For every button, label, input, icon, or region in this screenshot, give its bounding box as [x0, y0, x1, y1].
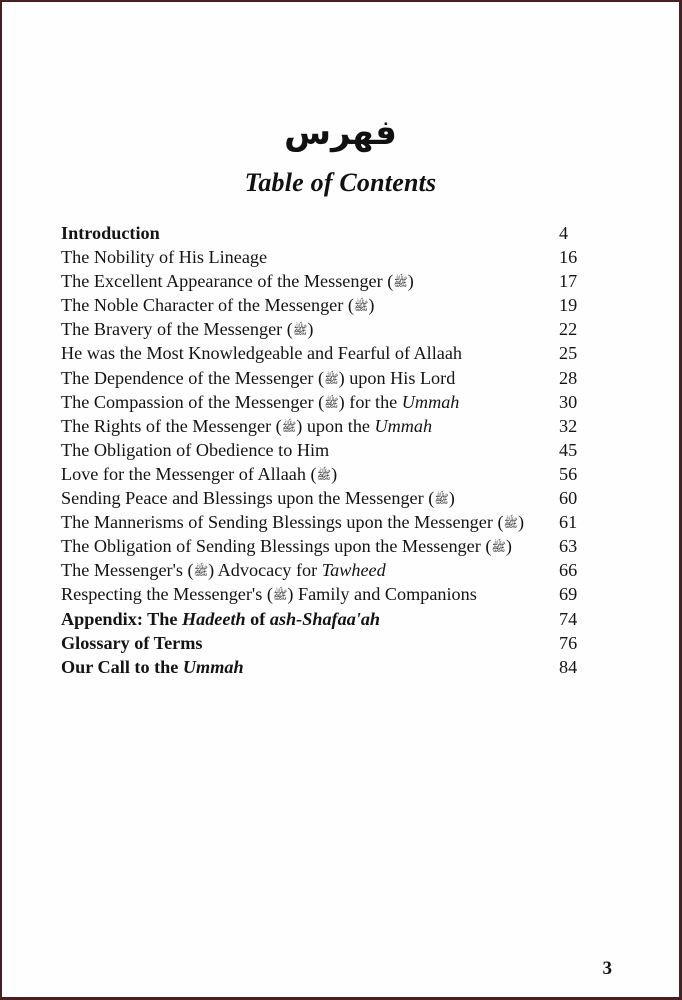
italic-term: ash-Shafaa'ah — [269, 608, 381, 629]
page-title: Table of Contents — [244, 168, 437, 197]
italic-term: Tawheed — [321, 560, 386, 581]
toc-entry-title — [61, 607, 559, 631]
salutation-icon: ﷺ — [393, 275, 408, 290]
toc-entry — [61, 414, 591, 438]
toc-page-number: 19 — [559, 295, 578, 316]
toc-entry-title — [61, 582, 559, 606]
toc-page-number: 60 — [559, 488, 578, 509]
toc-page-number: 56 — [559, 463, 578, 484]
title-text: Appendix: The — [61, 608, 182, 629]
table-of-contents — [61, 221, 591, 679]
italic-term: Ummah — [401, 391, 460, 412]
title-text: ) — [505, 536, 512, 557]
salutation-icon: ﷺ — [353, 299, 369, 314]
title-text: The Nobility of His Lineage — [61, 247, 268, 268]
toc-page-number: 16 — [559, 247, 578, 268]
salutation-icon: ﷺ — [316, 467, 332, 482]
title-text: ) — [331, 463, 338, 484]
title-text: Sending Peace and Blessings upon the Messenger ( — [61, 488, 435, 509]
toc-entry — [61, 438, 591, 462]
toc-entry-title — [61, 341, 559, 365]
title-text: ) Family and Companions — [287, 584, 477, 605]
title-text: Our Call to the — [61, 656, 183, 677]
toc-page-number: 32 — [559, 415, 578, 436]
toc-page-number: 25 — [559, 343, 578, 364]
title-text: ) — [368, 295, 375, 316]
toc-entry-title — [61, 317, 559, 341]
toc-entry-title — [61, 558, 559, 582]
toc-entry — [61, 631, 591, 655]
toc-entry-title — [61, 438, 559, 462]
title-text: The Mannerisms of Sending Blessings upon the Messenger ( — [61, 512, 504, 533]
title-text: ) for the — [338, 391, 402, 412]
toc-entry — [61, 607, 591, 631]
salutation-icon: ﷺ — [503, 516, 519, 531]
title-text: He was the Most Knowledgeable and Fearful of Allaah — [61, 343, 463, 364]
toc-entry — [61, 245, 591, 269]
toc-entry-title — [61, 414, 559, 438]
title-text: ) upon His Lord — [338, 367, 456, 388]
toc-page-number: 17 — [559, 271, 578, 292]
toc-page-number: 66 — [559, 560, 578, 581]
toc-entry-title — [61, 462, 559, 486]
toc-entry-title — [61, 221, 559, 245]
toc-page-number: 63 — [559, 536, 578, 557]
title-text: ) upon the — [296, 415, 375, 436]
page-number: 3 — [602, 958, 612, 979]
toc-entry — [61, 462, 591, 486]
title-text: The Compassion of the Messenger ( — [61, 391, 325, 412]
toc-entry-title — [61, 655, 559, 679]
toc-entry-title — [61, 534, 559, 558]
salutation-icon: ﷺ — [491, 540, 506, 555]
toc-entry-title — [61, 390, 559, 414]
title-text: The Noble Character of the Messenger ( — [61, 295, 354, 316]
title-text: The Messenger's ( — [61, 560, 194, 581]
title-text: ) — [448, 488, 455, 509]
toc-page-number: 22 — [559, 319, 578, 340]
toc-entry-title — [61, 245, 559, 269]
title-text: The Excellent Appearance of the Messenger ( — [61, 271, 394, 292]
salutation-icon: ﷺ — [324, 371, 339, 386]
toc-entry — [61, 582, 591, 606]
toc-page-number: 61 — [559, 512, 578, 533]
toc-page-number: 76 — [559, 632, 578, 653]
toc-entry-title — [61, 293, 559, 317]
toc-page-number: 4 — [559, 223, 569, 243]
toc-page-number: 28 — [559, 367, 578, 388]
toc-entry — [61, 390, 591, 414]
toc-entry-title — [61, 631, 559, 655]
title-text: Introduction — [61, 223, 160, 243]
title-text: Love for the Messenger of Allaah ( — [61, 463, 317, 484]
toc-entry — [61, 293, 591, 317]
toc-entry — [61, 558, 591, 582]
toc-entry — [61, 486, 591, 510]
toc-page-number: 69 — [559, 584, 578, 605]
title-text: ) Advocacy for — [208, 560, 322, 581]
toc-entry-title — [61, 510, 559, 534]
toc-entry — [61, 655, 591, 679]
title-text: The Rights of the Messenger ( — [61, 415, 282, 436]
toc-entry — [61, 366, 591, 390]
toc-entry-title — [61, 486, 559, 510]
toc-entry-title — [61, 269, 559, 293]
salutation-icon: ﷺ — [292, 323, 308, 338]
title-text: ) — [307, 319, 314, 340]
toc-page-number: 74 — [559, 608, 578, 629]
arabic-heading: فهرس — [284, 113, 397, 153]
toc-entry — [61, 317, 591, 341]
salutation-icon: ﷺ — [193, 564, 209, 579]
toc-entry-title — [61, 366, 559, 390]
toc-page-number: 45 — [559, 439, 578, 460]
title-text: The Bravery of the Messenger ( — [61, 319, 293, 340]
title-text: The Obligation of Sending Blessings upon the Messenger ( — [61, 536, 492, 557]
toc-entry — [61, 534, 591, 558]
title-text: ) — [518, 512, 525, 533]
toc-entry — [61, 221, 591, 245]
italic-term: Ummah — [374, 415, 433, 436]
title-text: of — [245, 608, 270, 629]
salutation-icon: ﷺ — [434, 492, 449, 507]
title-text: ) — [407, 271, 414, 292]
toc-entry — [61, 510, 591, 534]
title-text: The Obligation of Obedience to Him — [61, 439, 330, 460]
toc-page-number: 84 — [559, 656, 578, 677]
toc-page-number: 30 — [559, 391, 578, 412]
salutation-icon: ﷺ — [281, 419, 297, 434]
title-text: Respecting the Messenger's ( — [61, 584, 273, 605]
toc-entry — [61, 269, 591, 293]
title-text: Glossary of Terms — [61, 632, 203, 653]
italic-term: Ummah — [182, 656, 244, 677]
title-text: The Dependence of the Messenger ( — [61, 367, 325, 388]
salutation-icon: ﷺ — [324, 395, 339, 410]
salutation-icon: ﷺ — [272, 588, 288, 603]
toc-entry — [61, 341, 591, 365]
italic-term: Hadeeth — [181, 608, 246, 629]
